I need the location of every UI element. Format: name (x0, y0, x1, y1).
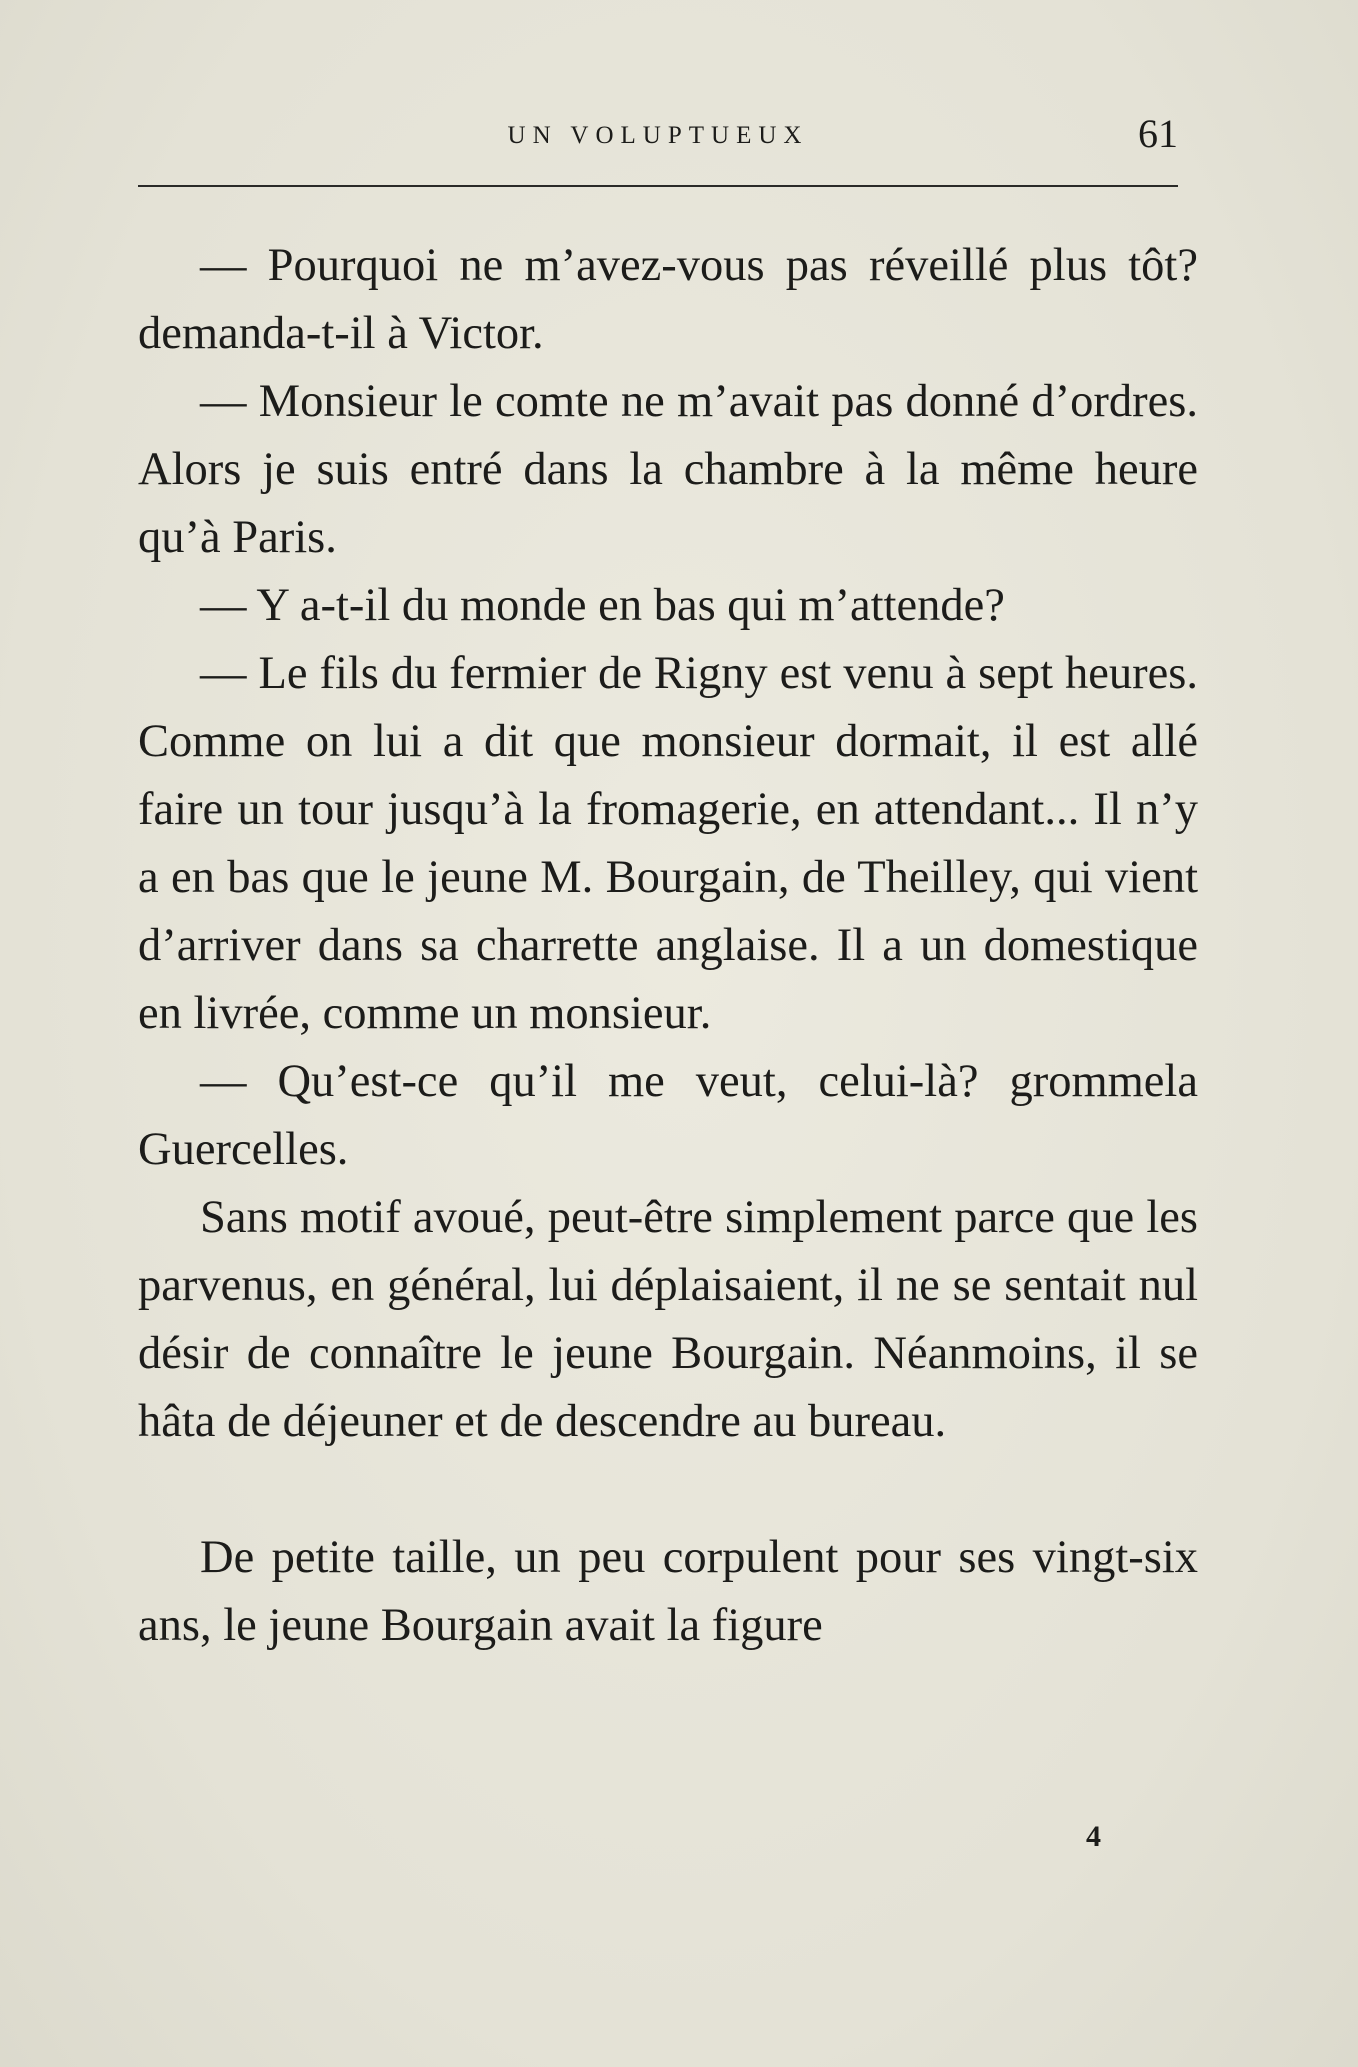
page-number: 61 (1138, 111, 1178, 156)
running-title: UN VOLUPTUEUX (507, 122, 809, 149)
paragraph-dialogue-2: — Monsieur le comte ne m’avait pas donné d’ordres. Alors je suis entré dans la chambre à la même heure qu’à Paris. (138, 376, 1198, 563)
paragraph-dialogue-3: — Y a-t-il du monde en bas qui m’attende? (200, 580, 1005, 631)
body-text (138, 232, 1198, 1660)
paragraph-dialogue-1: — Pourquoi ne m’avez-vous pas réveillé plus tôt? demanda-t-il à Victor. (138, 240, 1198, 359)
signature-mark: 4 (1086, 1820, 1101, 1853)
section-break (138, 1456, 1198, 1524)
paragraph-narration-1: Sans motif avoué, peut-être simplement parce que les parvenus, en général, lui déplaisaient, il ne se sentait nul désir de connaître le jeune Bourgain. Néanmoins, il se hâta de déjeuner et de descendre au bureau. (138, 1192, 1198, 1447)
paragraph-dialogue-5: — Qu’est-ce qu’il me veut, celui-là? grommela Guercelles. (138, 1056, 1198, 1175)
paragraph-narration-2: De petite taille, un peu corpulent pour ses vingt-six ans, le jeune Bourgain avait la figure (138, 1532, 1198, 1651)
page-header (138, 108, 1178, 178)
header-rule (138, 185, 1178, 187)
paragraph-dialogue-4: — Le fils du fermier de Rigny est venu à sept heures. Comme on lui a dit que monsieur dormait, il est allé faire un tour jusqu’à la fromagerie, en attendant... Il n’y a en bas que le jeune M. Bourgain, de Theilley, qui vient d’arriver dans sa charrette anglaise. Il a un domestique en livrée, comme un monsieur. (138, 648, 1198, 1039)
